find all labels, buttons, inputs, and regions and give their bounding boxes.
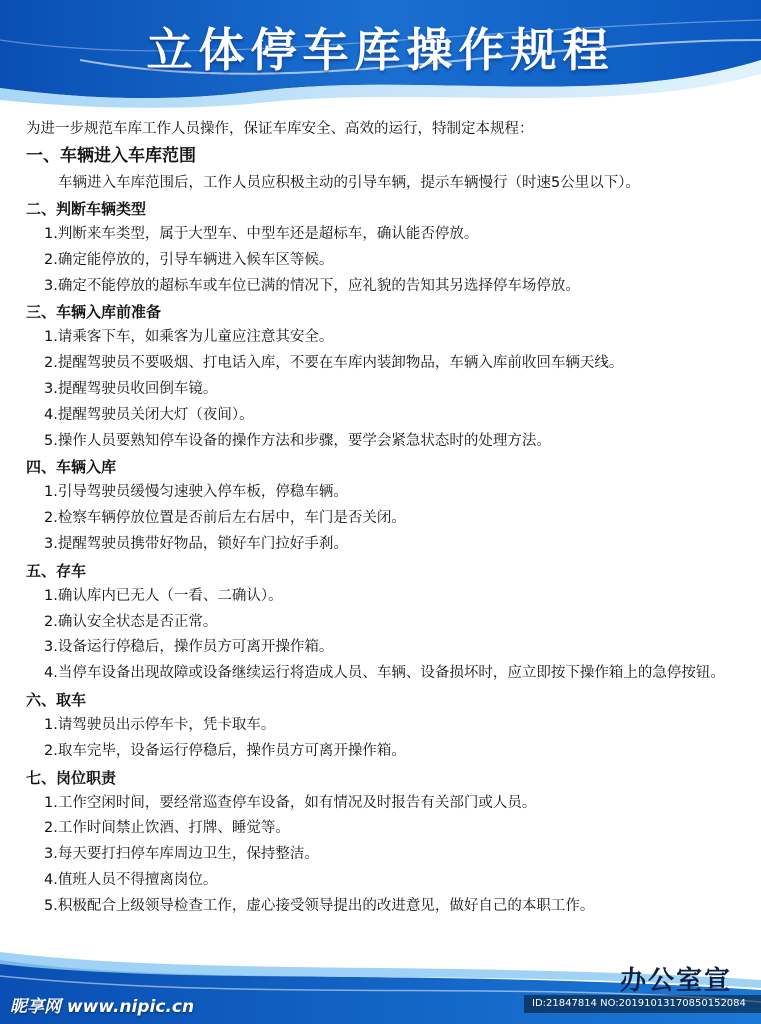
list-item: 5.积极配合上级领导检查工作，虚心接受领导提出的改进意见，做好自己的本职工作。 — [44, 897, 595, 914]
list-item: 1.判断来车类型，属于大型车、中型车还是超标车，确认能否停放。 — [44, 226, 479, 242]
section-1-title: 一、车辆进入车库范围 — [26, 146, 196, 166]
brand-label: 办公室宣 — [620, 966, 733, 996]
list-item: 4.当停车设备出现故障或设备继续运行将造成人员、车辆、设备损坏时，应立即按下操作箱上的急停按钮。 — [44, 665, 725, 682]
section-title: 四、车辆入库 — [26, 458, 117, 477]
list-item: 2.取车完毕，设备运行停稳后，操作员方可离开操作箱。 — [44, 742, 406, 759]
header-banner — [0, 0, 761, 112]
list-item: 4.值班人员不得擅离岗位。 — [44, 871, 218, 888]
list-item: 5.操作人员要熟知停车设备的操作方法和步骤，要学会紧急状态时的处理方法。 — [44, 432, 551, 449]
list-item: 4.提醒驾驶员关闭大灯（夜间）。 — [44, 406, 254, 423]
list-item: 1.引导驾驶员缓慢匀速驶入停车板，停稳车辆。 — [44, 484, 348, 501]
section-2 — [26, 196, 761, 299]
section-1-text: 车辆进入车库范围后，工作人员应积极主动的引导车辆，提示车辆慢行（时速5公里以下）。 — [58, 175, 640, 191]
list-item: 2.工作时间禁止饮酒、打牌、睡觉等。 — [44, 820, 290, 837]
list-item: 3.提醒驾驶员收回倒车镜。 — [44, 380, 218, 397]
list-item: 3.提醒驾驶员携带好物品，锁好车门拉好手刹。 — [44, 535, 348, 552]
list-item: 1.请驾驶员出示停车卡，凭卡取车。 — [44, 716, 276, 733]
section-title: 七、岗位职责 — [26, 768, 117, 787]
section-4 — [26, 454, 761, 557]
watermark-logo: 昵享网 www.nipic.cn — [10, 997, 195, 1017]
section-7 — [26, 765, 761, 920]
list-item: 2.确定能停放的，引导车辆进入候车区等候。 — [44, 251, 334, 268]
list-item: 1.确认库内已无人（一看、二确认）。 — [44, 587, 283, 604]
watermark-id: ID:21847814 NO:20191013170850152084 — [524, 995, 761, 1013]
section-title: 五、存车 — [26, 561, 87, 580]
document-body — [26, 116, 761, 920]
section-6 — [26, 687, 761, 765]
list-item: 1.请乘客下车，如乘客为儿童应注意其安全。 — [44, 329, 334, 346]
list-item: 2.确认安全状态是否正常。 — [44, 613, 218, 630]
list-item: 3.确定不能停放的超标车或车位已满的情况下，应礼貌的告知其另选择停车场停放。 — [44, 277, 580, 294]
list-item: 3.设备运行停稳后，操作员方可离开操作箱。 — [44, 639, 334, 656]
list-item: 2.提醒驾驶员不要吸烟、打电话入库，不要在车库内装卸物品，车辆入库前收回车辆天线。 — [44, 355, 624, 372]
section-title: 二、判断车辆类型 — [26, 200, 147, 218]
section-title: 六、取车 — [26, 690, 87, 709]
list-item: 2.检察车辆停放位置是否前后左右居中，车门是否关闭。 — [44, 510, 406, 527]
section-5 — [26, 558, 761, 687]
section-3 — [26, 299, 761, 454]
list-item: 1.工作空闲时间，要经常巡查停车设备，如有情况及时报告有关部门或人员。 — [44, 794, 537, 811]
list-item: 3.每天要打扫停车库周边卫生，保持整洁。 — [44, 846, 319, 863]
page-title: 立体停车库操作规程 — [146, 23, 615, 77]
section-title: 三、车辆入库前准备 — [26, 303, 162, 322]
intro-paragraph: 为进一步规范车库工作人员操作，保证车库安全、高效的运行，特制定本规程： — [26, 121, 534, 137]
